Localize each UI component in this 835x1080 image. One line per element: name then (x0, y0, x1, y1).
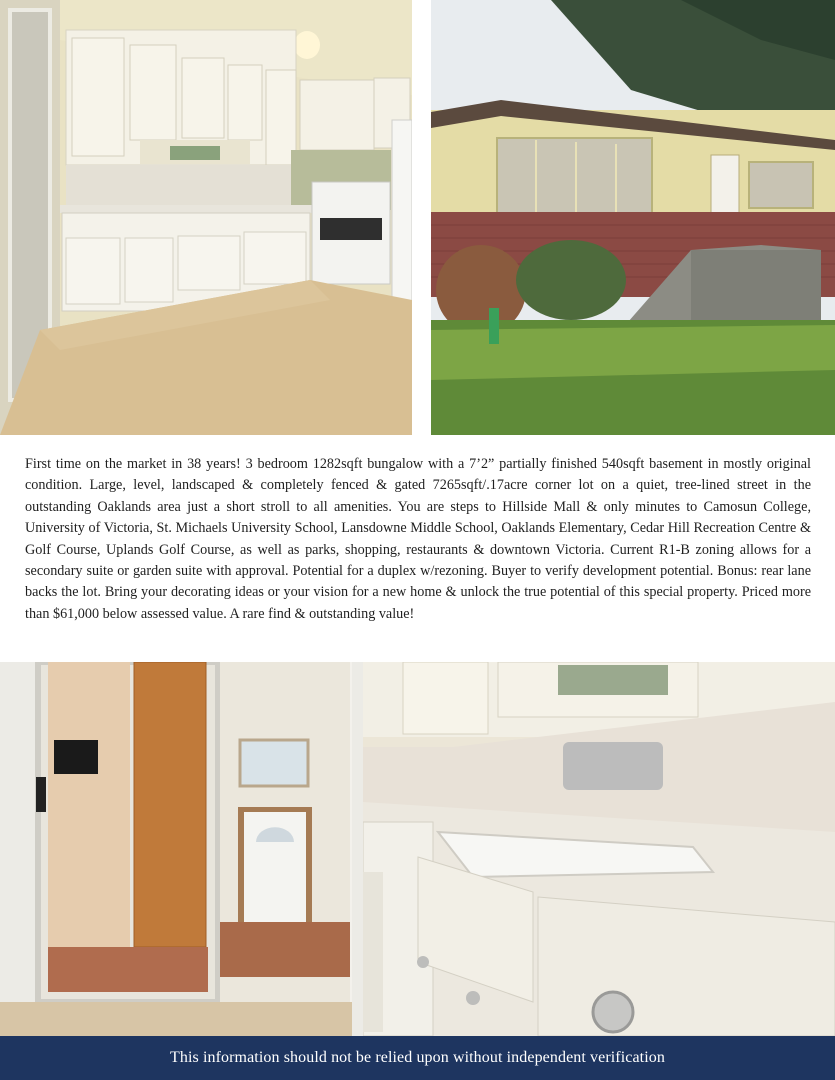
kitchen-photo (0, 0, 412, 435)
disclaimer-text: This information should not be relied upon without independent verification (170, 1049, 665, 1066)
hallway-photo (0, 662, 363, 1036)
listing-description: First time on the market in 38 years! 3 bedroom 1282sqft bungalow with a 7’2” partially finished 540sqft basement in mostly original condition. Large, level, landscaped & completely fenced & gated 7265sqft/.17acre corner lot on a quiet, tree-lined street in the outstanding Oaklands area just a short stroll to all amenities. You are steps to Hillside Mall & only minutes to Camosun College, University of Victoria, St. Michaels University School, Lansdowne Middle School, Oaklands Elementary, Cedar Hill Recreation Centre & Golf Course, Uplands Golf Course, as well as parks, shopping, restaurants & downtown Victoria. Current R1-B zoning allows for a secondary suite or garden suite with approval. Potential for a duplex w/rezoning. Buyer to verify development potential. Bonus: rear lane backs the lot. Bring your decorating ideas or your vision for a new home & unlock the true potential of this special property. Priced more than $61,000 below assessed value. A rare find & outstanding value! (25, 456, 811, 622)
sink-photo (363, 662, 835, 1036)
disclaimer-bar (0, 1036, 835, 1080)
exterior-photo (431, 0, 835, 435)
